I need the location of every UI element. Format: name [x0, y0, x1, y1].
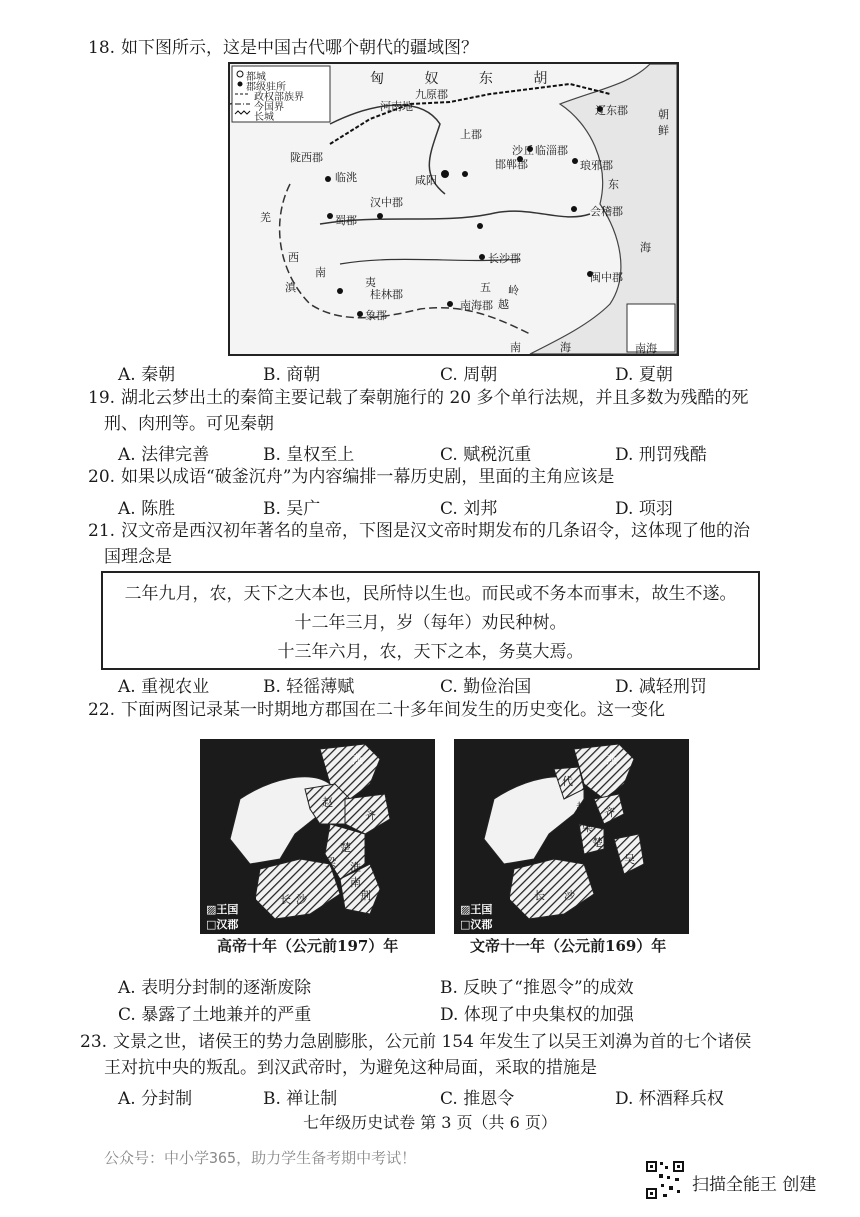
region-label: 燕: [606, 753, 617, 766]
q21-number: 21.: [88, 521, 116, 541]
q18-text: 如下图所示，这是中国古代哪个朝代的疆域图？: [121, 38, 479, 58]
q20-number: 20.: [88, 467, 116, 487]
region-label: 代: [562, 775, 573, 788]
place-label: 象郡: [365, 309, 387, 322]
place-label: 夷: [365, 276, 376, 289]
q20-stem: [88, 466, 614, 488]
q22-option-b[interactable]: B. 反映了“推恩令”的成效: [440, 978, 634, 998]
legend-capital: 都城: [246, 72, 266, 83]
q18-number: 18.: [88, 38, 116, 58]
q23-stem-line1: [80, 1031, 751, 1053]
q21-option-d[interactable]: D. 减轻刑罚: [615, 677, 707, 697]
place-label: 琅邪郡: [580, 159, 613, 172]
legend-kingdom: ▨王国: [206, 903, 239, 916]
q23-option-b[interactable]: B. 禅让制: [263, 1089, 338, 1109]
edict-quote: 十二年三月，岁（每年）劝民种树。: [294, 613, 567, 633]
place-label: 上郡: [460, 128, 482, 141]
q23-number: 23.: [80, 1032, 108, 1052]
q18-option-b[interactable]: B. 商朝: [263, 365, 321, 385]
place-label: 五: [480, 281, 491, 294]
scanner-credit: 扫描全能王 创建: [692, 1175, 817, 1195]
q18-stem: [88, 37, 478, 59]
q21-text-1: 汉文帝是西汉初年著名的皇帝，下图是汉文帝时期发布的几条诏令，这体现了他的治: [121, 521, 751, 541]
legend-great-wall: 长城: [254, 112, 274, 123]
region-label: 赵: [322, 796, 333, 809]
region-label: 吴: [624, 853, 635, 866]
map-169bc-caption: 文帝十一年（公元前169）年: [470, 937, 667, 955]
place-label: 南海郡: [460, 299, 493, 312]
map-197bc-caption: 高帝十年（公元前197）年: [217, 937, 399, 955]
q21-stem-line2: 国理念是: [104, 547, 172, 567]
qin-territory-map: [228, 62, 679, 356]
q22-option-c[interactable]: C. 暴露了土地兼并的严重: [118, 1005, 312, 1025]
place-label: 蜀郡: [335, 214, 357, 227]
qr-code-icon: [645, 1160, 685, 1200]
place-label: 临淄郡: [535, 144, 568, 157]
q23-option-c[interactable]: C. 推恩令: [440, 1089, 515, 1109]
legend-kingdom-text: 王国: [216, 903, 239, 916]
region-label: 楚: [592, 836, 603, 849]
region-label: 淮: [350, 861, 361, 874]
place-label: 长沙郡: [488, 252, 521, 265]
q20-option-d[interactable]: D. 项羽: [615, 499, 673, 519]
region-label: 梁: [582, 821, 593, 834]
place-label: 西: [288, 251, 299, 264]
q20-option-b[interactable]: B. 吴广: [263, 499, 321, 519]
region-label: 沙: [296, 893, 307, 906]
map-north-label: 匈 奴 东 胡: [370, 71, 566, 87]
place-label: 陇西郡: [290, 151, 323, 164]
q21-option-c[interactable]: C. 勤俭治国: [440, 677, 532, 697]
place-label: 海: [560, 341, 571, 354]
place-label: 东: [608, 178, 619, 191]
q18-option-a[interactable]: A. 秦朝: [118, 365, 176, 385]
place-label: 河南地: [380, 100, 413, 113]
place-label: 邯郸郡: [495, 158, 528, 171]
q19-text-1: 湖北云梦出土的秦简主要记载了秦朝施行的 20 多个单行法规，并且多数为残酷的死: [121, 388, 749, 408]
q19-option-c[interactable]: C. 赋税沉重: [440, 445, 532, 465]
q22-option-a[interactable]: A. 表明分封制的逐渐废除: [118, 978, 312, 998]
place-label: 沙丘: [512, 144, 534, 157]
region-label: 燕: [352, 753, 363, 766]
q21-option-b[interactable]: B. 轻徭薄赋: [263, 677, 355, 697]
place-label: 南: [315, 266, 326, 279]
q23-option-a[interactable]: A. 分封制: [118, 1089, 193, 1109]
place-label: 会稽郡: [590, 205, 623, 218]
place-label: 南: [510, 341, 521, 354]
place-label: 九原郡: [415, 88, 448, 101]
q18-option-d[interactable]: D. 夏朝: [615, 365, 673, 385]
watermark-text: 公众号：中小学365，助力学生备考期中考试！: [104, 1149, 417, 1167]
place-label: 临洮: [335, 171, 357, 184]
page-footer: 七年级历史试卷 第 3 页（共 6 页）: [303, 1113, 557, 1132]
edict-quote-box: [101, 571, 760, 670]
place-label: 辽东郡: [595, 104, 628, 117]
region-label: 长: [280, 893, 291, 906]
place-label: 海: [640, 241, 651, 254]
region-label: 沙: [564, 889, 575, 902]
map-197bc: [200, 739, 435, 934]
q23-text-1: 文景之世，诸侯王的势力急剧膨胀，公元前 154 年发生了以吴王刘濞为首的七个诸侯: [113, 1032, 752, 1052]
place-label: 桂林郡: [370, 288, 403, 301]
q19-number: 19.: [88, 388, 116, 408]
q23-stem-line2: 王对抗中央的叛乱。到汉武帝时，为避免这种局面，采取的措施是: [104, 1058, 597, 1078]
place-label: 鲜: [658, 124, 669, 137]
place-label: 越: [498, 298, 509, 311]
region-label: 荆: [360, 889, 371, 902]
legend-commandery-text: 汉郡: [470, 918, 493, 931]
map-169bc: [454, 739, 689, 934]
q19-option-b[interactable]: B. 皇权至上: [263, 445, 355, 465]
place-label: 羌: [260, 211, 271, 224]
place-label: 滇: [285, 281, 296, 294]
edict-quote: 十三年六月，农，天下之本，务莫大焉。: [277, 642, 584, 662]
q22-stem: [88, 699, 665, 721]
place-label: 咸阳: [415, 174, 437, 187]
region-label: 长: [534, 889, 545, 902]
legend-commandery: □汉郡: [460, 918, 493, 931]
region-label: 齐: [365, 809, 376, 822]
q22-text: 下面两图记录某一时期地方郡国在二十多年间发生的历史变化。这一变化: [121, 700, 666, 720]
q20-option-a[interactable]: A. 陈胜: [118, 499, 176, 519]
legend-kingdom: ▨王国: [460, 903, 493, 916]
q19-option-a[interactable]: A. 法律完善: [118, 445, 210, 465]
q19-option-d[interactable]: D. 刑罚残酷: [615, 445, 707, 465]
q19-stem-line2: 刑、肉刑等。可见秦朝: [104, 414, 274, 434]
q21-option-a[interactable]: A. 重视农业: [118, 677, 210, 697]
place-label: 岭: [508, 284, 519, 297]
legend-border: 政权部族界: [254, 92, 304, 103]
legend-kingdom-text: 王国: [470, 903, 493, 916]
q19-stem-line1: [88, 387, 749, 409]
legend-commandery: □汉郡: [206, 918, 239, 931]
region-label: 梁: [325, 856, 336, 869]
legend-commandery-text: 汉郡: [216, 918, 239, 931]
legend-commandery: 郡级驻所: [246, 82, 286, 93]
q23-option-d[interactable]: D. 杯酒释兵权: [615, 1089, 724, 1109]
region-label: 赵: [576, 801, 587, 814]
q20-text: 如果以成语“破釜沉舟”为内容编排一幕历史剧，里面的主角应该是: [121, 467, 615, 487]
q20-option-c[interactable]: C. 刘邦: [440, 499, 498, 519]
edict-quote: 二年九月，农，天下之大本也，民所恃以生也。而民或不务本而事末，故生不遂。: [124, 584, 737, 604]
legend-modern-border: 今国界: [254, 102, 284, 113]
q18-option-c[interactable]: C. 周朝: [440, 365, 498, 385]
place-label: 闽中郡: [590, 271, 623, 284]
place-label: 南海: [635, 342, 657, 355]
q22-option-d[interactable]: D. 体现了中央集权的加强: [440, 1005, 634, 1025]
place-label: 朝: [658, 108, 669, 121]
region-label: 齐: [604, 806, 615, 819]
region-label: 南: [350, 876, 361, 889]
place-label: 汉中郡: [370, 196, 403, 209]
region-label: 楚: [340, 841, 351, 854]
q22-number: 22.: [88, 700, 116, 720]
q21-stem-line1: [88, 520, 750, 542]
